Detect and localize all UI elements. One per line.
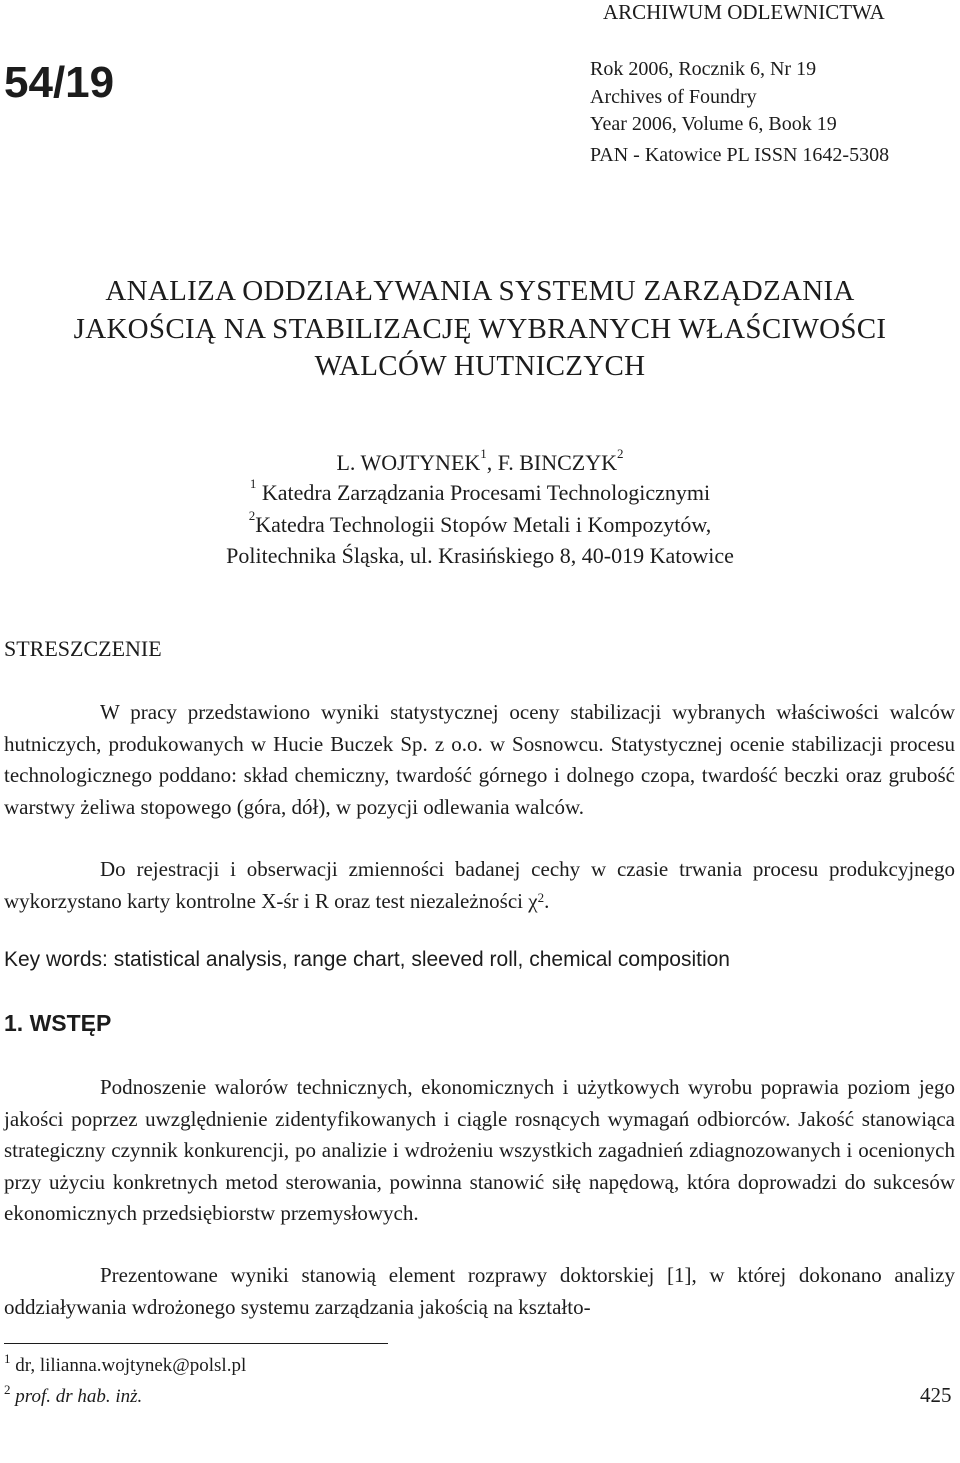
- footnote-2-sup: 2: [4, 1382, 11, 1397]
- affiliation-1: [0, 476, 960, 506]
- affiliation-2-text: Katedra Technologii Stopów Metali i Kompozytów,: [255, 512, 712, 537]
- abstract-paragraph-2: Do rejestracji i obserwacji zmienności badanej cechy w czasie trwania procesu produkcyjnego wykorzystano karty kontrolne X-śr i R oraz test niezależności $\chi^2$.: [4, 857, 955, 913]
- footnote-1-sup: 1: [4, 1351, 11, 1366]
- author-1-sup: 1: [480, 446, 487, 461]
- authors: [0, 446, 960, 476]
- meta-line-2: Archives of Foundry: [590, 86, 757, 108]
- affiliation-3: Politechnika Śląska, ul. Krasińskiego 8, 40-019 Katowice: [226, 543, 734, 568]
- affiliation-2-sup: 2: [248, 508, 256, 523]
- author-2: F. BINCZYK: [497, 450, 618, 475]
- title-line-1: ANALIZA ODDZIAŁYWANIA SYSTEMU ZARZĄDZANIA: [105, 275, 855, 307]
- chi-square-sup: 2: [537, 889, 545, 905]
- article-number: 54/19: [4, 58, 115, 107]
- abstract-paragraph-1: W pracy przedstawiono wyniki statystycznej oceny stabilizacji wybranych właściwości walców hutniczych, produkowanych w Hucie Buczek Sp. z o.o. w Sosnowcu. Statystycznej ocenie stabilizacji procesu technologicznego poddano: skład chemiczny, twardość górnego i dolnego czopa, twardość beczki oraz grubość warstwy żeliwa stopowego (góra, dół), w pozycji odlewania walców.: [4, 700, 955, 819]
- footnote-1-text: dr, lilianna.wojtynek@polsl.pl: [10, 1355, 247, 1376]
- footnote-2: [4, 1382, 143, 1408]
- abstract-heading: STRESZCZENIE: [4, 636, 162, 661]
- author-sep: ,: [486, 450, 498, 475]
- meta-line-3: Year 2006, Volume 6, Book 19: [590, 113, 837, 135]
- intro-paragraph-2: Prezentowane wyniki stanowią element rozprawy doktorskiej [1], w której dokonano analizy oddziaływania wdrożonego systemu zarządzania jakością na kształto-: [4, 1263, 955, 1319]
- journal-name: ARCHIWUM ODLEWNICTWA: [603, 0, 885, 24]
- keywords: Key words: statistical analysis, range chart, sleeved roll, chemical composition: [4, 948, 730, 971]
- footnote-divider: [4, 1343, 388, 1344]
- footnote-1: [4, 1351, 247, 1377]
- meta-line-4: PAN - Katowice PL ISSN 1642-5308: [590, 144, 890, 166]
- affiliation-1-text: Katedra Zarządzania Procesami Technologicznymi: [256, 480, 711, 505]
- title-line-3: WALCÓW HUTNICZYCH: [314, 350, 646, 382]
- author-1: L. WOJTYNEK: [336, 450, 481, 475]
- section-heading: 1. WSTĘP: [4, 1010, 112, 1036]
- page-number: 425: [920, 1383, 952, 1407]
- intro-paragraph-1: Podnoszenie walorów technicznych, ekonomicznych i użytkowych wyrobu poprawia poziom jego jakości poprzez uwzględnienie zidentyfikowanych i ciągle rosnących wymagań odbiorców. Jakość stanowiąca strategiczny czynnik konkurencji, po analizie i wdrożeniu wszystkich zagadnień zdiagnozowanych i ocenionych przy użyciu konkretnych metod sterowania, powinna stanowić siłę napędową, która doprowadzi do sukcesów ekonomicznych przedsiębiorstw przemysłowych.: [4, 1075, 955, 1225]
- author-2-sup: 2: [617, 446, 624, 461]
- affiliation-1-sup: 1: [249, 476, 257, 491]
- affiliation-2: [0, 508, 960, 538]
- title-line-2: JAKOŚCIĄ NA STABILIZACJĘ WYBRANYCH WŁAŚCIWOŚCI: [73, 313, 887, 345]
- footnote-2-text: prof. dr hab. inż.: [10, 1386, 143, 1407]
- meta-line-1: Rok 2006, Rocznik 6, Nr 19: [590, 58, 817, 80]
